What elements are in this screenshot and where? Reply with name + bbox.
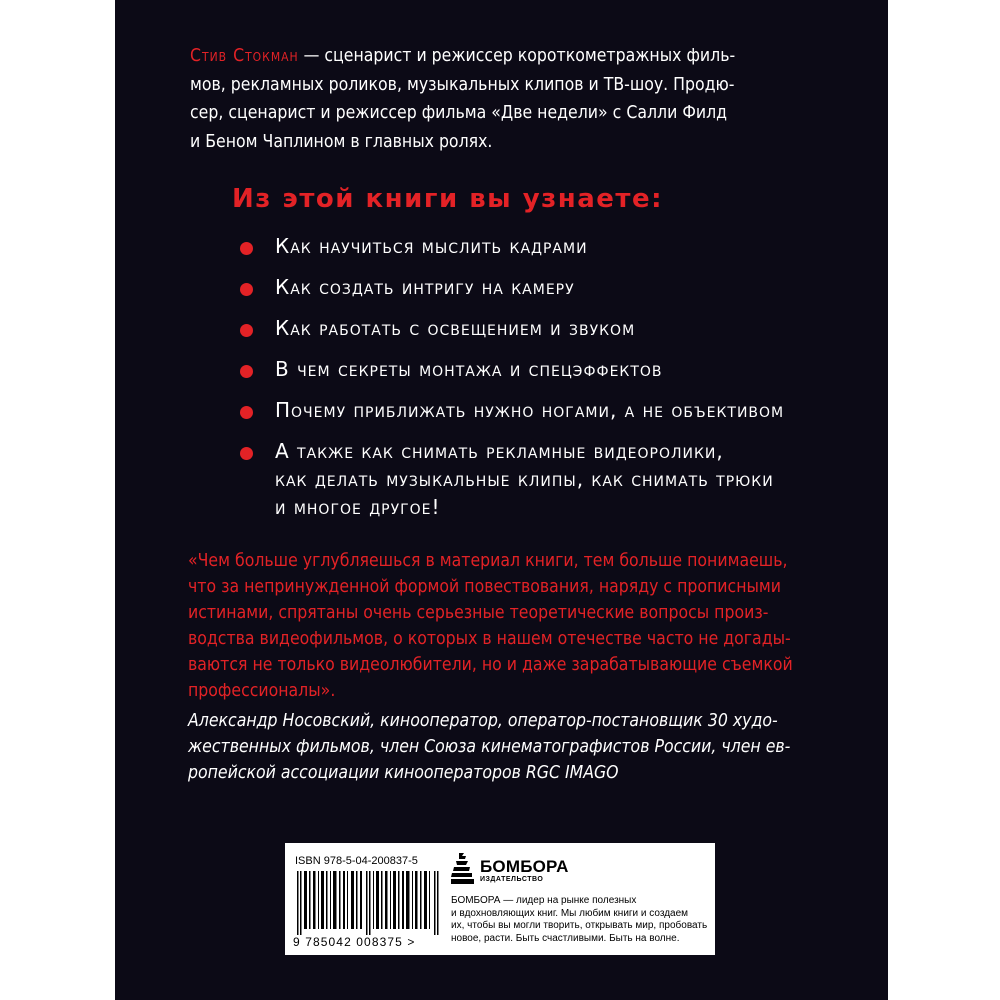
list-item-text: А также как снимать рекламные видеоролики, (275, 439, 724, 463)
publisher-blurb (451, 895, 711, 945)
list-item (240, 355, 840, 383)
blurb-line: и вдохновляющих книг. Мы любим книги и создаем (451, 907, 689, 919)
list-item-text: Почему приближать нужно ногами, а не объективом (275, 398, 785, 422)
list-item-text: и многое другое! (275, 495, 441, 519)
list-item-text: В чем секреты монтажа и спецэффектов (275, 357, 663, 381)
publisher-logo (450, 851, 590, 887)
list-item (240, 437, 840, 521)
quote-attribution (188, 708, 828, 786)
quote-line: водства видеофильмов, о которых в нашем отечестве часто не догады- (188, 629, 791, 649)
list-item-text: Как создать интригу на камеру (275, 275, 575, 299)
author-bio-line: сер, сценарист и режиссер фильма «Две недели» с Салли Филд (190, 103, 728, 123)
bullet-dot-icon (240, 283, 253, 296)
attribution-line: Александр Носовский, кинооператор, оператор-постановщик 30 худо- (188, 711, 778, 731)
publisher-panel (285, 843, 715, 955)
list-item-text: Как научиться мыслить кадрами (275, 234, 588, 258)
learn-list (240, 232, 840, 534)
publisher-subtitle: ИЗДАТЕЛЬСТВО (480, 876, 544, 883)
author-name: Стив Стокман (190, 46, 299, 66)
bullet-dot-icon (240, 365, 253, 378)
review-quote (188, 548, 828, 704)
quote-line: «Чем больше углубляешься в материал книги, тем больше понимаешь, (188, 551, 788, 571)
attribution-line: жественных фильмов, член Союза кинематографистов России, член ев- (188, 737, 791, 757)
bombora-logo-icon (450, 851, 476, 887)
quote-line: профессионалы». (188, 681, 336, 701)
bullet-dot-icon (240, 447, 253, 460)
list-item (240, 314, 840, 342)
list-item-text: как делать музыкальные клипы, как снимать трюки (275, 467, 774, 491)
author-bio (190, 42, 820, 156)
list-item (240, 396, 840, 424)
list-item (240, 273, 840, 301)
bullet-dot-icon (240, 324, 253, 337)
quote-line: ваются не только видеолюбители, но и даже зарабатывающие съемкой (188, 655, 793, 675)
attribution-line: ропейской ассоциации кинооператоров RGC IMAGO (188, 763, 619, 783)
blurb-line: их, чтобы вы могли творить, открывать мир, пробовать (451, 920, 708, 931)
barcode-icon (295, 871, 445, 935)
bullet-dot-icon (240, 242, 253, 255)
blurb-line: новое, расти. Быть счастливыми. Быть на волне. (451, 932, 680, 944)
learn-heading: Из этой книги вы узнаете: (232, 184, 664, 214)
blurb-line: БОМБОРА — лидер на рынке полезных (451, 895, 637, 906)
quote-line: что за непринужденной формой повествования, наряду с прописными (188, 577, 782, 597)
publisher-name: БОМБОРА (480, 857, 569, 876)
author-bio-line: — сценарист и режиссер короткометражных филь- (298, 46, 736, 66)
author-bio-line: и Беном Чаплином в главных ролях. (190, 131, 493, 152)
isbn-label: ISBN 978-5-04-200837-5 (295, 855, 418, 867)
quote-line: истинами, спрятаны очень серьезные теоретические вопросы произ- (188, 603, 769, 623)
bullet-dot-icon (240, 406, 253, 419)
author-bio-line: мов, рекламных роликов, музыкальных клипов и ТВ-шоу. Продю- (190, 74, 735, 95)
barcode-digits: 9 785042 008375 > (293, 935, 416, 949)
list-item-text: Как работать с освещением и звуком (275, 316, 636, 340)
list-item (240, 232, 840, 260)
